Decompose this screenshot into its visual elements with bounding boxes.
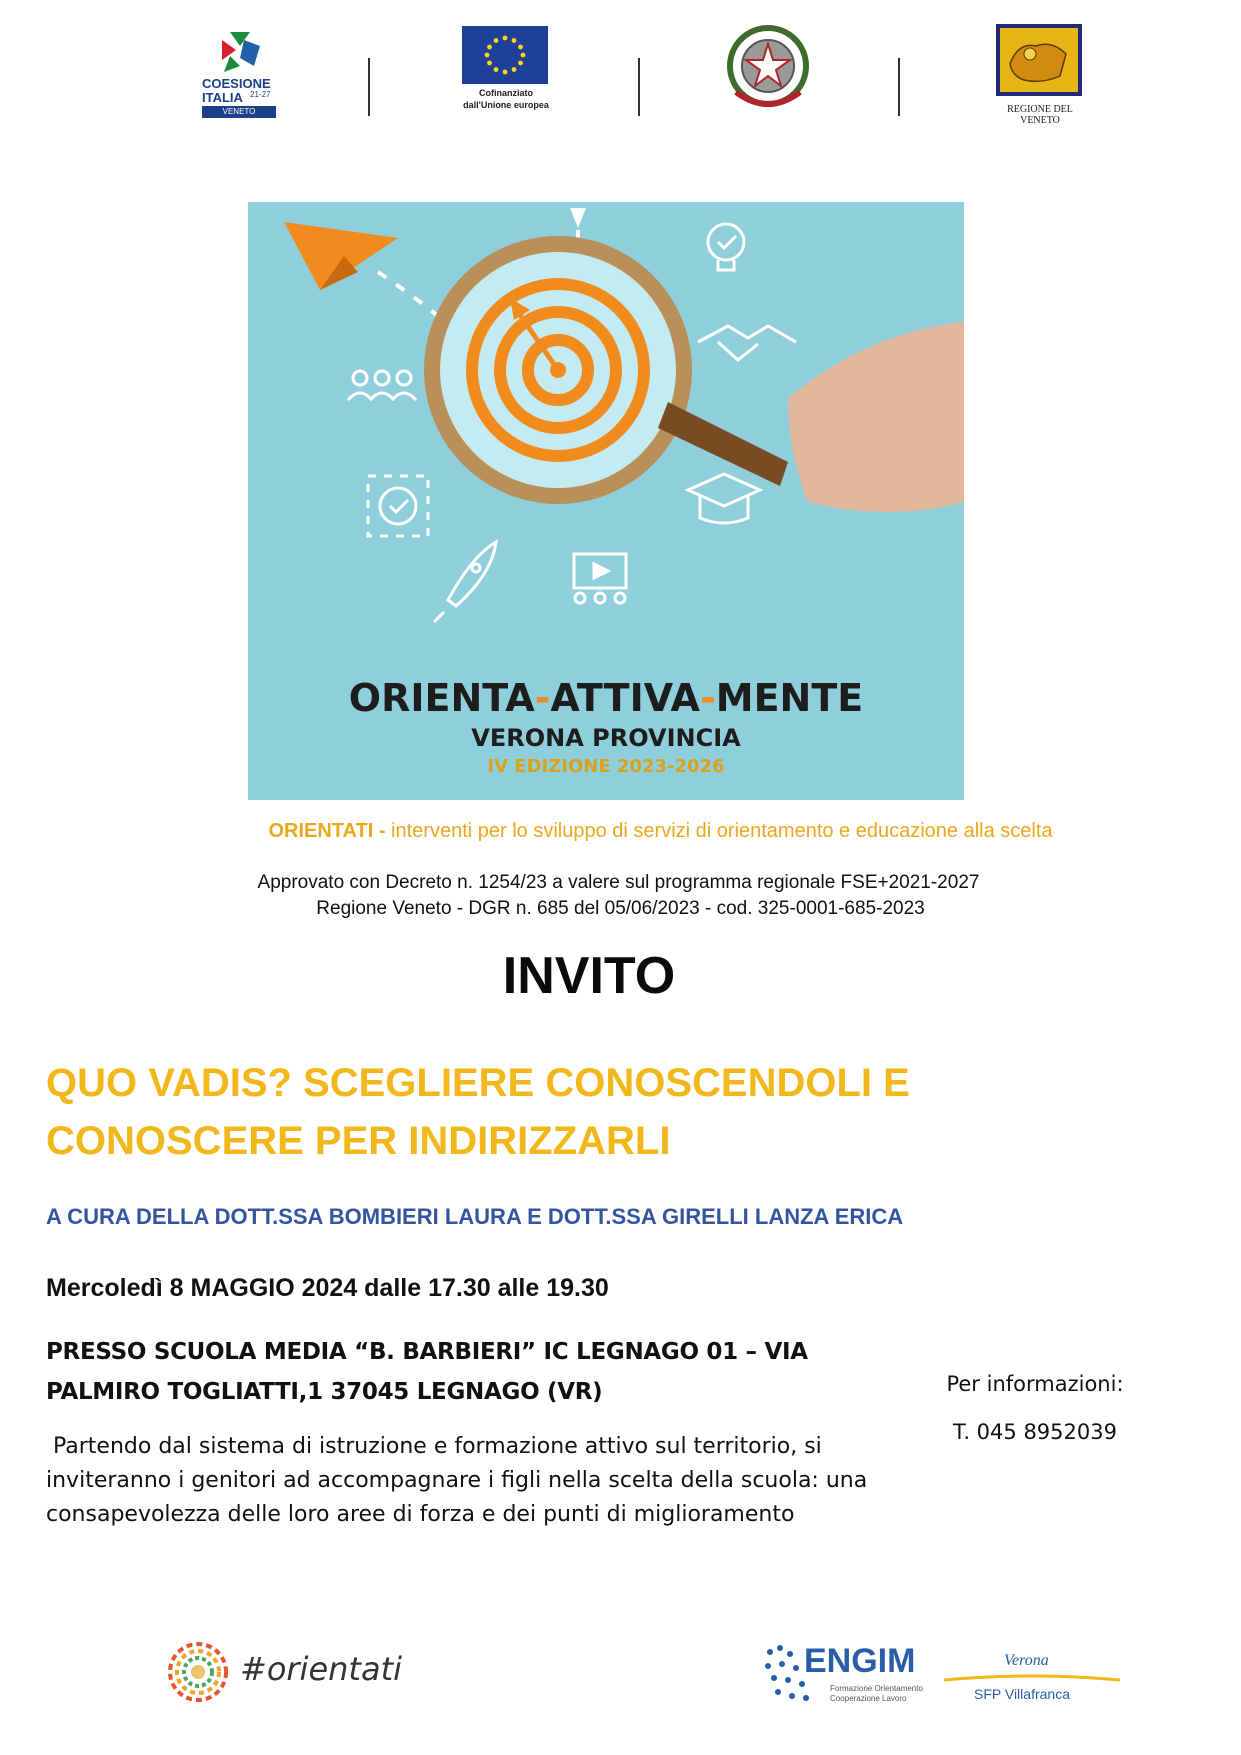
regione-caption: REGIONE DEL VENETO	[1007, 104, 1073, 126]
coesione-years: 21-27	[250, 90, 271, 99]
coesione-region: VENETO	[202, 106, 276, 118]
hashtag: #orientati	[240, 1650, 402, 1688]
event-title-line2: CONOSCERE PER INDIRIZZARLI	[46, 1119, 671, 1163]
eu-caption-2: dall'Unione europea	[463, 100, 549, 110]
verona-label: Verona	[1004, 1652, 1049, 1669]
hero-edition: IV EDIZIONE 2023-2026	[487, 756, 725, 777]
eu-logo	[462, 26, 562, 126]
eu-caption-1: Cofinanziato	[479, 88, 533, 98]
rocket-icon	[434, 542, 496, 622]
logo-divider	[638, 58, 640, 116]
coesione-italia-logo	[200, 26, 280, 118]
curated-by: A CURA DELLA DOTT.SSA BOMBIERI LAURA E DOTT.SSA GIRELLI LANZA ERICA	[46, 1204, 904, 1229]
description-line3: consapevolezza delle loro aree di forza e dei punti di miglioramento	[46, 1502, 795, 1527]
invito-heading: INVITO	[502, 947, 676, 1005]
hero-title-part3: MENTE	[715, 676, 864, 720]
regione-veneto-logo	[990, 24, 1130, 124]
people-group-icon	[348, 371, 416, 400]
description-line2: inviteranno i genitori ad accompagnare i figli nella scelta della scuola: una	[46, 1468, 868, 1493]
orientati-lion-icon	[166, 1640, 230, 1704]
event-date: Mercoledì 8 MAGGIO 2024 dalle 17.30 alle 19.30	[46, 1274, 609, 1302]
program-name: ORIENTATI -	[268, 820, 386, 842]
program-description: interventi per lo sviluppo di servizi di orientamento e educazione alla scelta	[385, 820, 1053, 842]
event-venue	[46, 1332, 808, 1412]
info-phone: T. 045 8952039	[953, 1420, 1117, 1444]
lightbulb-icon	[708, 224, 744, 270]
coesione-line1: COESIONE	[202, 76, 271, 91]
approved-line-2: Regione Veneto - DGR n. 685 del 05/06/2023 - cod. 325-0001-685-2023	[316, 898, 925, 919]
sfp-label: SFP Villafranca	[974, 1686, 1070, 1702]
hero-subtitle: VERONA PROVINCIA	[471, 724, 741, 752]
description-line1: Partendo dal sistema di istruzione e formazione attivo sul territorio, si	[46, 1434, 822, 1459]
handshake-icon	[698, 326, 796, 360]
hero-image	[248, 202, 964, 800]
yellow-swoosh-icon	[944, 1674, 1120, 1684]
program-line	[40, 820, 1241, 843]
sfp-villafranca-logo	[944, 1652, 1124, 1708]
repubblica-italiana-emblem	[726, 24, 810, 114]
hero-title-part2: ATTIVA	[550, 676, 700, 720]
video-lesson-icon	[574, 554, 626, 603]
eu-flag-icon	[462, 26, 548, 84]
approved-line-1: Approvato con Decreto n. 1254/23 a valere sul programma regionale FSE+2021-2027	[257, 872, 980, 893]
coesione-line2: ITALIA	[202, 90, 243, 105]
venue-line1: PRESSO SCUOLA MEDIA “B. BARBIERI” IC LEGNAGO 01 – VIA	[46, 1339, 808, 1365]
engim-tag1: Formazione Orientamento	[830, 1684, 923, 1693]
engim-logo	[760, 1640, 940, 1720]
logo-divider	[368, 58, 370, 116]
coesione-icon	[200, 26, 280, 76]
hero-title-part1: ORIENTA	[348, 676, 535, 720]
lion-of-st-mark-icon	[996, 24, 1082, 96]
logo-divider	[898, 58, 900, 116]
event-title-line1: QUO VADIS? SCEGLIERE CONOSCENDOLI E	[46, 1061, 910, 1105]
venue-line2: PALMIRO TOGLIATTI,1 37045 LEGNAGO (VR)	[46, 1379, 603, 1405]
info-label: Per informazioni:	[946, 1372, 1124, 1396]
header-logos	[0, 18, 1241, 128]
engim-tag2: Cooperazione Lavoro	[830, 1694, 907, 1703]
orientati-logo	[166, 1640, 230, 1704]
engim-name: ENGIM	[804, 1642, 916, 1680]
hero-title: ORIENTA-ATTIVA-MENTE	[348, 676, 864, 720]
gear-check-icon	[368, 476, 428, 536]
italian-emblem-icon	[726, 24, 810, 114]
graduation-cap-icon	[688, 474, 760, 523]
event-title	[46, 1054, 1146, 1170]
event-description	[46, 1430, 886, 1532]
